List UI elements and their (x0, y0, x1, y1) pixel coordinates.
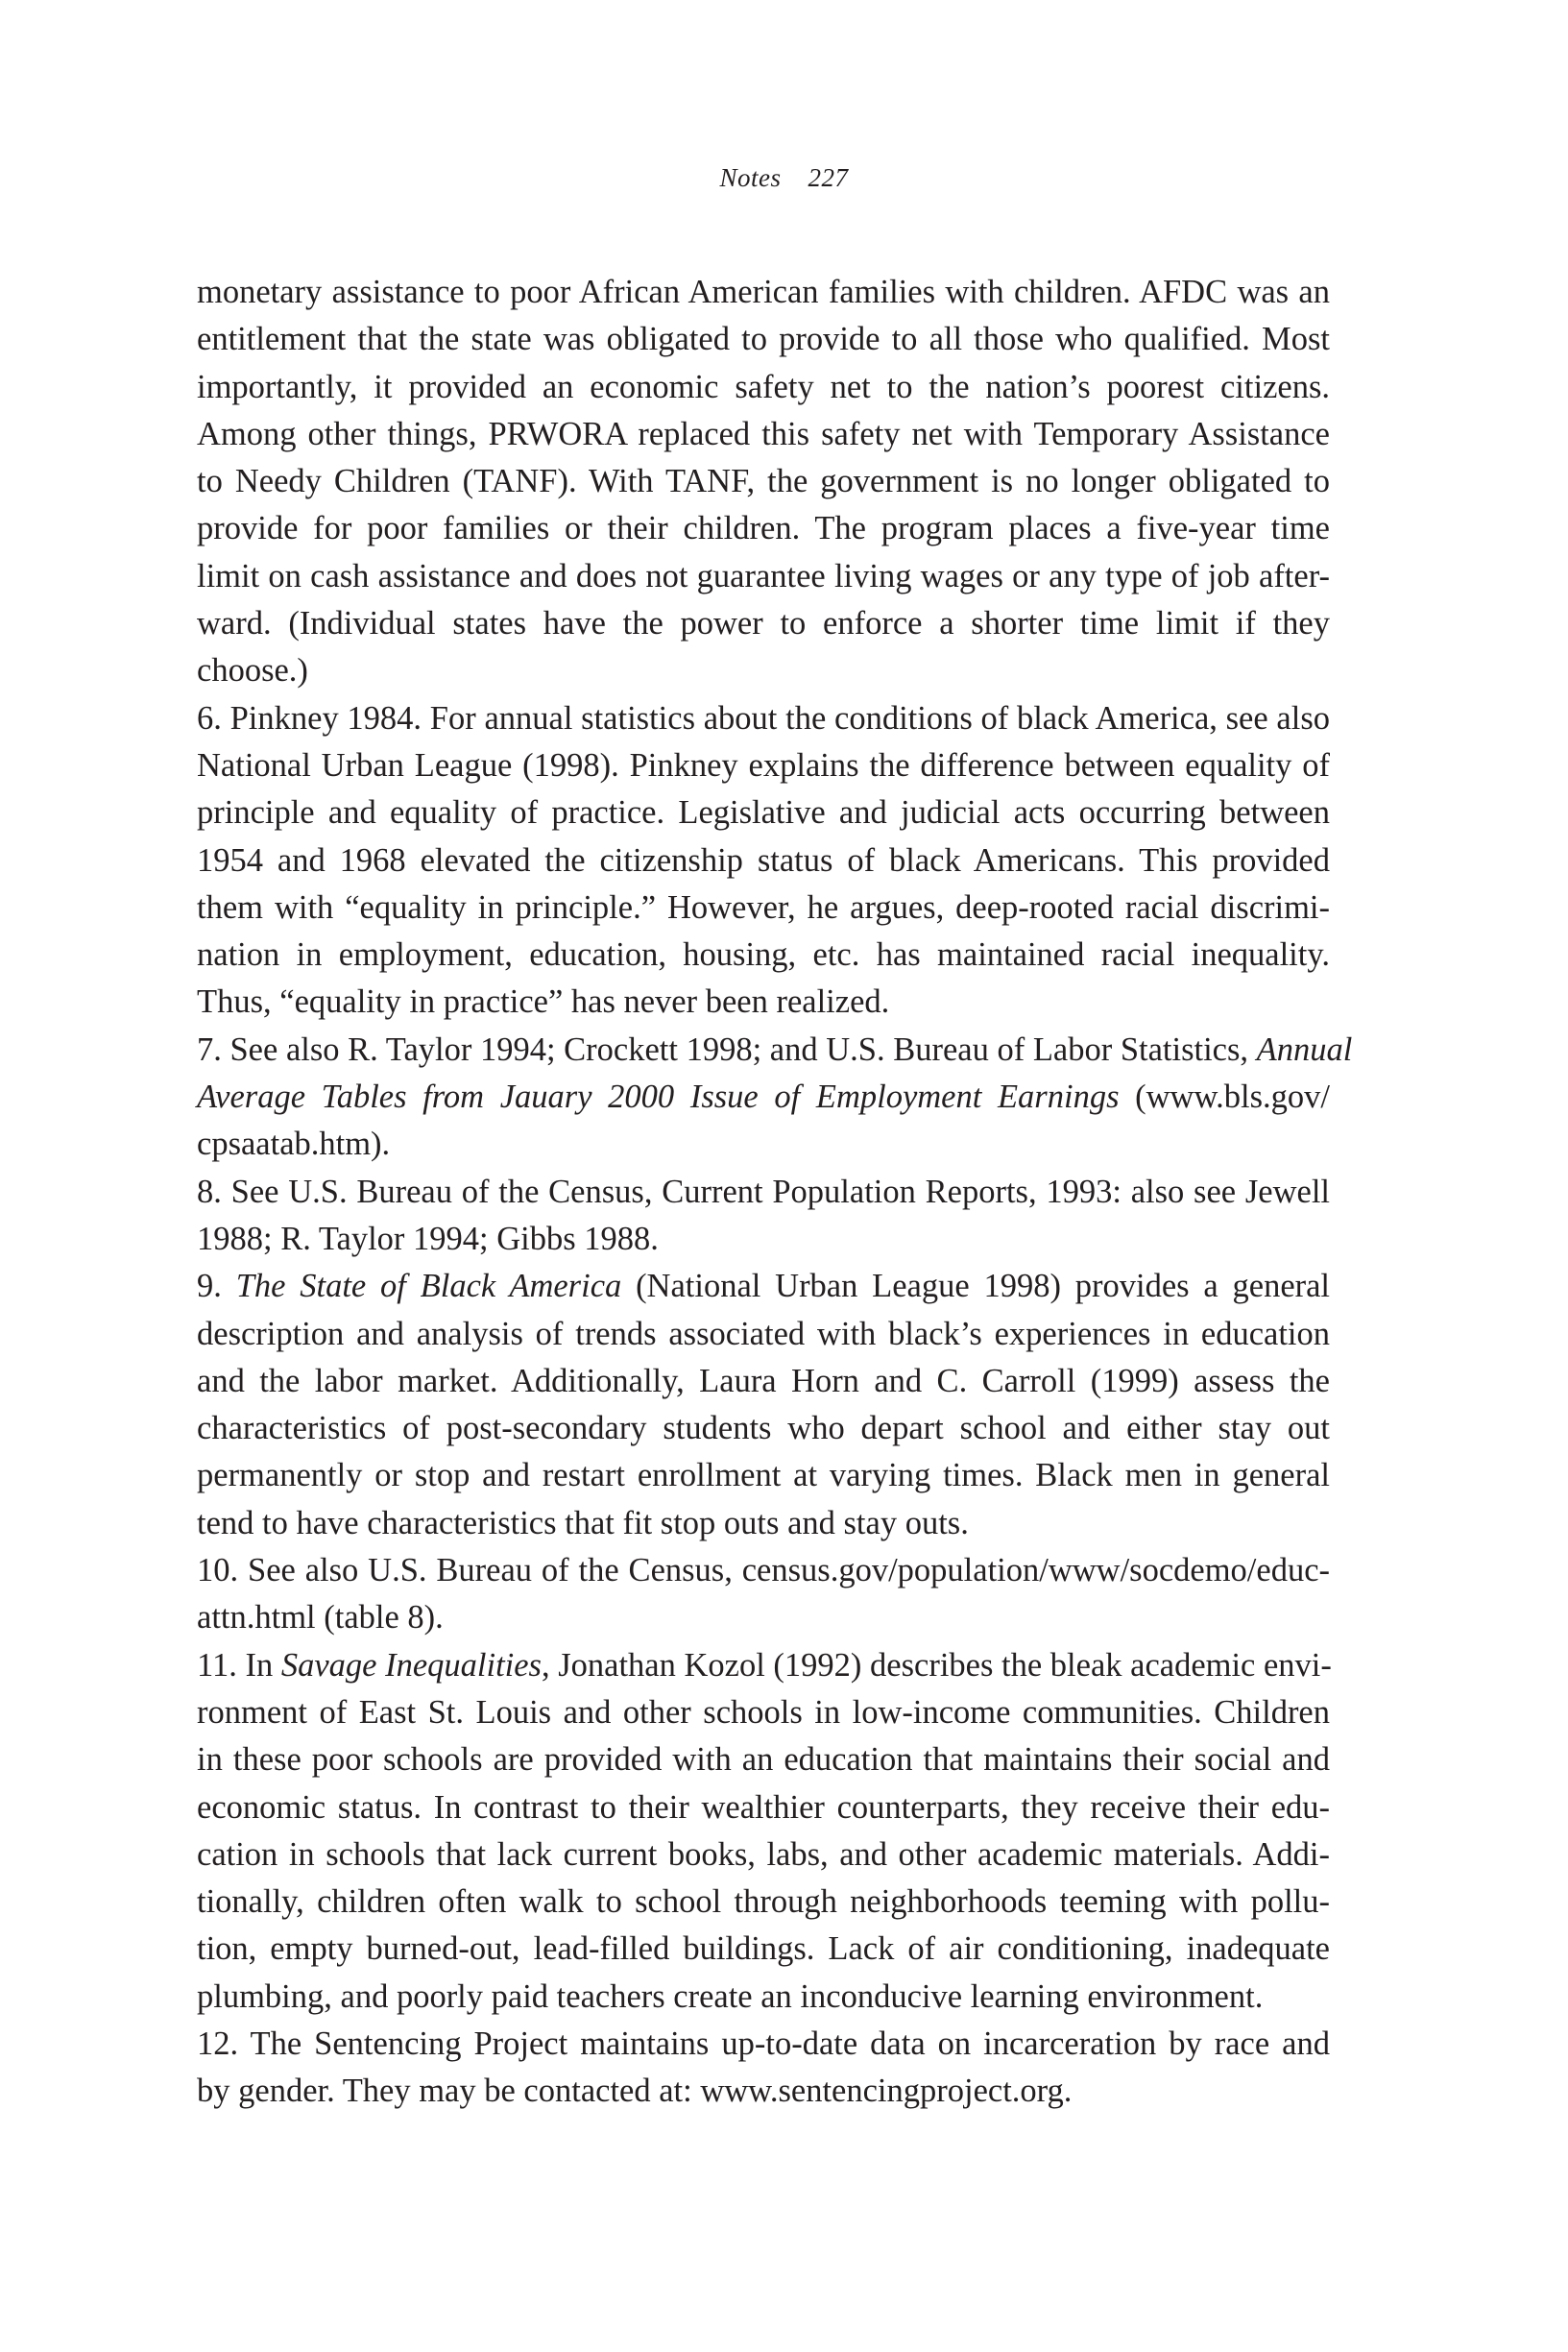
text-line (197, 411, 1330, 458)
italic-title-text: Average Tables from Jauary 2000 Issue of Employment Earnings (197, 1079, 1120, 1116)
text-line (197, 1263, 1330, 1310)
text-line (197, 364, 1330, 411)
text-line (197, 742, 1330, 789)
italic-title-text: Savage Inequalities (280, 1646, 542, 1684)
line-text: (National Urban League 1998) provides a general (621, 1268, 1331, 1305)
text-line (197, 1689, 1330, 1736)
italic-title-text: The State of Black America (235, 1268, 622, 1305)
text-line (197, 932, 1330, 979)
line-text: Thus, “equality in practice” has never been realized. (197, 983, 890, 1021)
text-line (197, 1311, 1330, 1358)
line-text: tend to have characteristics that fit stop outs and stay outs. (197, 1504, 969, 1541)
line-text: 1988; R. Taylor 1994; Gibbs 1988. (197, 1220, 659, 1257)
line-text: ronment of East St. Louis and other schools in low-income communities. Children (197, 1693, 1330, 1731)
text-line (197, 1642, 1330, 1689)
text-line (197, 1784, 1330, 1831)
text-line (197, 1974, 1330, 2021)
line-text: by gender. They may be contacted at: www.sentencingproject.org. (197, 2073, 1073, 2110)
line-text: cation in schools that lack current books, labs, and other academic materials. Addi- (197, 1835, 1330, 1873)
text-line (197, 1405, 1330, 1452)
text-line (197, 1594, 1330, 1641)
line-text: monetary assistance to poor African American families with children. AFDC was an (197, 274, 1330, 310)
text-line (197, 458, 1330, 505)
line-text: to Needy Children (TANF). With TANF, the government is no longer obligated to (197, 463, 1330, 500)
line-text: National Urban League (1998). Pinkney explains the difference between equality of (197, 746, 1330, 784)
line-text: limit on cash assistance and does not guarantee living wages or any type of job after- (197, 557, 1330, 594)
text-line (197, 1027, 1353, 1074)
text-line (197, 979, 1330, 1026)
text-line (197, 1169, 1330, 1216)
line-text: provide for poor families or their children. The program places a five-year time (197, 510, 1330, 547)
line-text: principle and equality of practice. Legislative and judicial acts occurring between (197, 794, 1330, 832)
line-text: and the labor market. Additionally, Laura Horn and C. Carroll (1999) assess the (197, 1362, 1330, 1399)
line-text: ward. (Individual states have the power to enforce a shorter time limit if they (197, 605, 1330, 643)
text-line (197, 1452, 1330, 1499)
text-line (197, 837, 1330, 885)
line-text: characteristics of post-secondary students who depart school and either stay out (197, 1410, 1330, 1447)
line-text: cpsaatab.htm). (197, 1126, 391, 1163)
text-line (197, 1736, 1330, 1783)
line-text: 7. See also R. Taylor 1994; Crockett 1998; and U.S. Bureau of Labor Statistics, (197, 1031, 1257, 1068)
line-text: 9. (197, 1268, 236, 1305)
text-line (197, 1831, 1330, 1879)
line-text: 12. The Sentencing Project maintains up-to-date data on incarceration by race and (197, 2025, 1330, 2062)
text-line (197, 695, 1330, 742)
line-text: tionally, children often walk to school through neighborhoods teeming with pollu- (197, 1883, 1330, 1921)
text-line (197, 1216, 1330, 1263)
line-text: economic status. In contrast to their wealthier counterparts, they receive their edu- (197, 1788, 1330, 1826)
page-number: 227 (808, 163, 849, 192)
line-text: importantly, it provided an economic safety net to the nation’s poorest citizens. (197, 368, 1330, 405)
line-text: in these poor schools are provided with an education that maintains their social and (197, 1741, 1330, 1779)
text-line (197, 1547, 1330, 1594)
text-line (197, 1500, 1330, 1547)
line-text: Among other things, PRWORA replaced this safety net with Temporary Assistance (197, 415, 1330, 452)
line-text: choose.) (197, 652, 308, 690)
text-line (197, 1358, 1330, 1405)
line-text: attn.html (table 8). (197, 1599, 444, 1637)
text-line (197, 1879, 1330, 1926)
text-line (197, 885, 1330, 932)
text-line (197, 269, 1330, 316)
line-text: 11. In (197, 1646, 281, 1684)
line-text: permanently or stop and restart enrollment at varying times. Black men in general (197, 1457, 1330, 1494)
text-line (197, 553, 1330, 600)
text-line (197, 789, 1330, 837)
line-text: nation in employment, education, housing, etc. has maintained racial inequality. (197, 936, 1330, 974)
running-head (0, 163, 1568, 193)
line-text: (www.bls.gov/ (1119, 1079, 1330, 1116)
line-text: 1954 and 1968 elevated the citizenship status of black Americans. This provided (197, 841, 1330, 879)
line-text: description and analysis of trends associated with black’s experiences in education (197, 1315, 1330, 1352)
line-text: 6. Pinkney 1984. For annual statistics about the conditions of black America, see also (197, 699, 1330, 737)
text-line (197, 647, 1330, 694)
text-line (197, 2068, 1330, 2115)
notes-body (197, 269, 1353, 2116)
line-text: tion, empty burned-out, lead-filled buildings. Lack of air conditioning, inadequate (197, 1930, 1330, 1968)
line-text: plumbing, and poorly paid teachers create an inconducive learning environment. (197, 1977, 1264, 2015)
line-text: entitlement that the state was obligated to provide to all those who qualified. Most (197, 321, 1330, 358)
text-line (197, 316, 1330, 363)
line-text: 10. See also U.S. Bureau of the Census, census.gov/population/www/socdemo/educ- (197, 1552, 1330, 1589)
text-line (197, 505, 1330, 552)
text-line (197, 1121, 1330, 1168)
line-text: , Jonathan Kozol (1992) describes the bleak academic envi- (541, 1646, 1332, 1684)
running-head-section: Notes (719, 163, 782, 192)
line-text: them with “equality in principle.” However, he argues, deep-rooted racial discrimi- (197, 888, 1330, 926)
text-line (197, 1926, 1330, 1973)
text-line (197, 600, 1330, 647)
line-text: 8. See U.S. Bureau of the Census, Current Population Reports, 1993: also see Jewell (197, 1173, 1330, 1210)
text-line (197, 1074, 1330, 1121)
italic-title-text: Annual (1256, 1031, 1353, 1068)
text-line (197, 2021, 1330, 2068)
